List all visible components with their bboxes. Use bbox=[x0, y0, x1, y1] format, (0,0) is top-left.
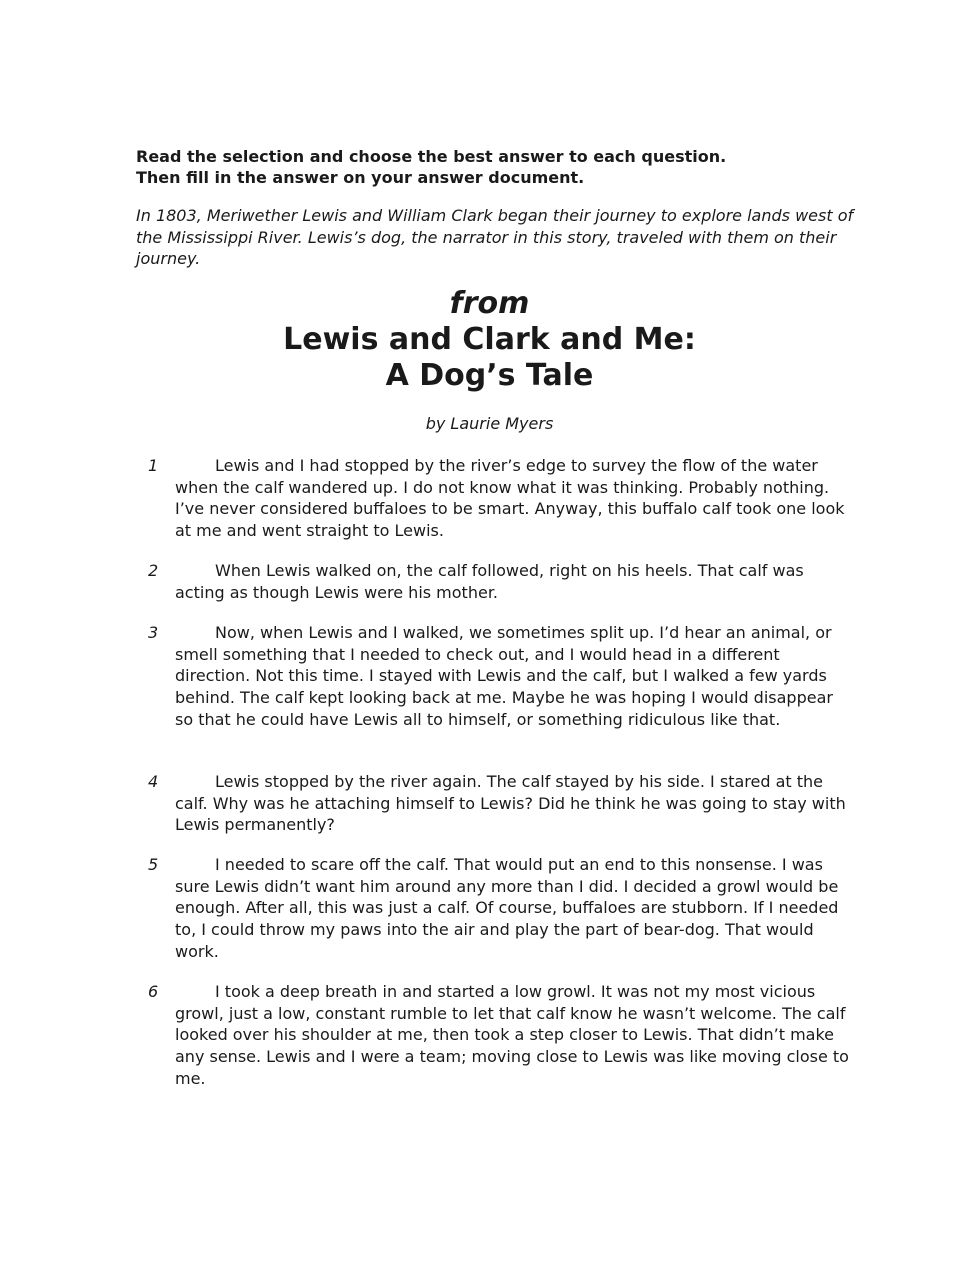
paragraph-number: 4 bbox=[148, 772, 159, 791]
paragraph-number: 3 bbox=[148, 623, 159, 642]
intro-note: In 1803, Meriwether Lewis and William Clark began their journey to explore lands west of the Mississippi River. Lewis’s dog, the narrator in this story, traveled with them on their journey. bbox=[136, 206, 854, 268]
paragraph-text: Now, when Lewis and I walked, we sometimes split up. I’d hear an animal, or smell something that I needed to check out, and I would head in a different direction. Not this time. I stayed with Lewis and the calf, but I walked a few yards behind. The calf kept looking back at me. Maybe he was hoping I would disappear so that he could have Lewis all to himself, or something ridiculous like that. bbox=[175, 623, 833, 729]
paragraph-number: 1 bbox=[148, 456, 159, 475]
instructions-line-1: Read the selection and choose the best answer to each question. bbox=[136, 147, 727, 166]
paragraph-text: Lewis stopped by the river again. The calf stayed by his side. I stared at the calf. Why was he attaching himself to Lewis? Did he think he was going to stay with Lewis permanently? bbox=[175, 772, 846, 835]
instructions-line-2: Then fill in the answer on your answer document. bbox=[136, 168, 585, 187]
paragraph-5 bbox=[136, 854, 856, 963]
paragraph-number: 2 bbox=[148, 561, 159, 580]
byline: by Laurie Myers bbox=[425, 414, 554, 433]
instructions bbox=[136, 146, 856, 188]
paragraph-text: I needed to scare off the calf. That would put an end to this nonsense. I was sure Lewis didn’t want him around any more than I did. I decided a growl would be enough. After all, this was just a calf. Of course, buffaloes are stubborn. If I needed to, I could throw my paws into the air and play the part of bear-dog. That would work. bbox=[175, 855, 839, 961]
title-line-2: A Dog’s Tale bbox=[385, 358, 594, 393]
title-from: from bbox=[449, 286, 530, 321]
paragraph-3 bbox=[136, 622, 856, 731]
paragraph-number: 6 bbox=[148, 982, 159, 1001]
paragraph-4 bbox=[136, 771, 856, 836]
paragraph-number: 5 bbox=[148, 855, 159, 874]
paragraph-2 bbox=[136, 560, 856, 603]
paragraph-text: I took a deep breath in and started a low growl. It was not my most vicious growl, just a low, constant rumble to let that calf know he wasn’t welcome. The calf looked over his shoulder at me, then took a step closer to Lewis. That didn’t make any sense. Lewis and I were a team; moving close to Lewis was like moving close to me. bbox=[175, 982, 849, 1088]
paragraph-text: Lewis and I had stopped by the river’s edge to survey the flow of the water when the calf wandered up. I do not know what it was thinking. Probably nothing. I’ve never considered buffaloes to be smart. Anyway, this buffalo calf took one look at me and went straight to Lewis. bbox=[175, 456, 845, 541]
title-block bbox=[0, 286, 979, 394]
paragraph-1 bbox=[136, 455, 856, 542]
paragraph-6 bbox=[136, 981, 856, 1090]
paragraph-text: When Lewis walked on, the calf followed, right on his heels. That calf was acting as though Lewis were his mother. bbox=[175, 561, 804, 602]
title-line-1: Lewis and Clark and Me: bbox=[283, 322, 696, 357]
